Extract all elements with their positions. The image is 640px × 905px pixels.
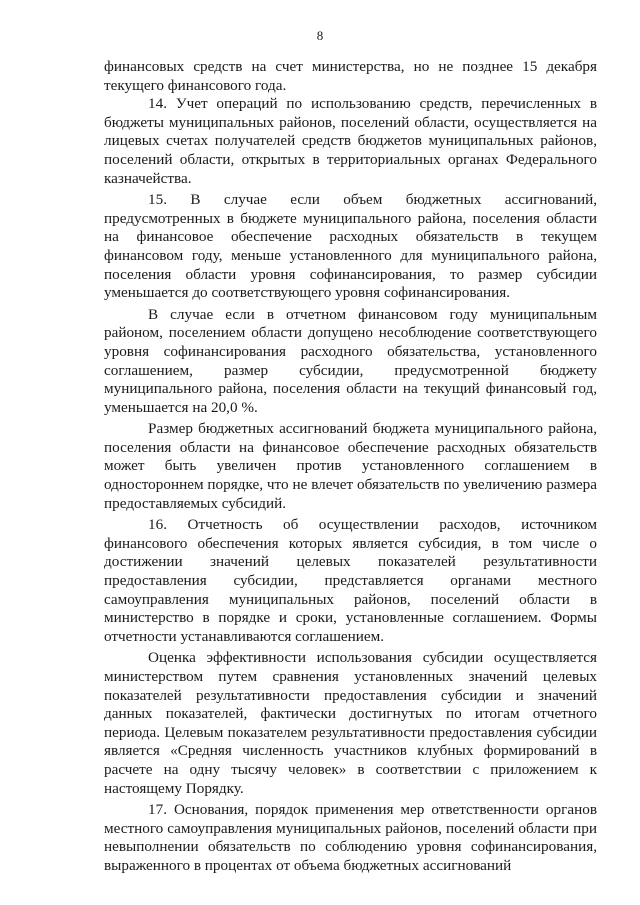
paragraph-15-cofinancing: В случае если в отчетном финансовом году муниципальным районом, поселением области допущено несоблюдение соответствующего уровня софинансирования расходного обязательства, установленного соглашением, размер субсидии, предусмотренной бюджету муниципального района, поселения области на текущий финансовый год, уменьшается на 20,0 %. [104, 305, 597, 416]
page-number: 8 [316, 28, 324, 43]
paragraph-14: 14. Учет операций по использованию средств, перечисленных в бюджеты муниципальных районов, поселений области, осуществляется на лицевых счетах получателей средств бюджетов муниципальных районов, поселений области, открытых в территориальных органах Федерального казначейства. [104, 95, 597, 187]
paragraph-15-budget-increase: Размер бюджетных ассигнований бюджета муниципального района, поселения области на финансовое обеспечение расходных обязательств может быть увеличен против установленного соглашением в одностороннем порядке, что не влечет обязательств по увеличению размера предоставляемых субсидий. [104, 420, 597, 512]
paragraph-17: 17. Основания, порядок применения мер ответственности органов местного самоуправления муниципальных районов, поселений области при невыполнении обязательств по соблюдению уровня софинансирования, выраженного в процентах от объема бюджетных ассигнований [104, 801, 597, 874]
paragraph-15: 15. В случае если объем бюджетных ассигнований, предусмотренных в бюджете муниципального района, поселения области на финансовое обеспечение расходных обязательств в текущем финансовом году, меньше установленного для муниципального района, поселения области уровня софинансирования, то размер субсидии уменьшается до соответствующего уровня софинансирования. [104, 191, 597, 302]
paragraph-16: 16. Отчетность об осуществлении расходов, источником финансового обеспечения которых является субсидия, в том числе о достижении значений целевых показателей результативности предоставления субсидии, представляется органами местного самоуправления муниципальных районов, поселений области в министерство в порядке и сроки, установленные соглашением. Формы отчетности устанавливаются соглашением. [104, 516, 597, 645]
paragraph-continuation: финансовых средств на счет министерства, но не позднее 15 декабря текущего финансового года. [104, 58, 597, 94]
paragraph-16-evaluation: Оценка эффективности использования субсидии осуществляется министерством путем сравнения установленных значений целевых показателей результативности предоставления субсидии и значений данных показателей, фактически достигнутых по итогам отчетного периода. Целевым показателем результативности предоставления субсидии является «Средняя численность участников клубных формирований в расчете на одну тысячу человек» в соответствии с приложением к настоящему Порядку. [104, 649, 597, 797]
document-body [104, 58, 597, 876]
